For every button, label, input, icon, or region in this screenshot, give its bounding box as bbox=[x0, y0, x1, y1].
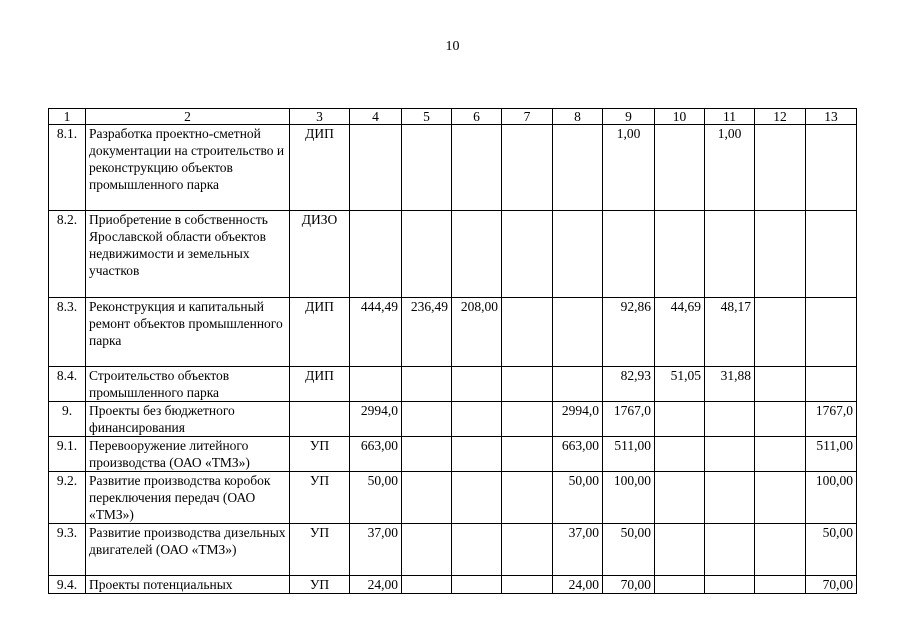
row-number: 9.4. bbox=[49, 576, 86, 594]
row-executor: УП bbox=[290, 576, 350, 594]
cell-col-10: 44,69 bbox=[655, 298, 705, 367]
cell-col-8: 37,00 bbox=[553, 524, 603, 576]
row-number: 8.1. bbox=[49, 125, 86, 211]
row-executor: ДИЗО bbox=[290, 211, 350, 298]
column-header: 10 bbox=[655, 109, 705, 125]
cell-col-11 bbox=[705, 524, 755, 576]
cell-col-6 bbox=[452, 437, 502, 472]
column-header: 12 bbox=[755, 109, 806, 125]
cell-col-7 bbox=[502, 524, 553, 576]
cell-col-8: 2994,0 bbox=[553, 402, 603, 437]
column-header: 5 bbox=[402, 109, 452, 125]
cell-col-4: 444,49 bbox=[350, 298, 402, 367]
column-header: 11 bbox=[705, 109, 755, 125]
cell-col-10 bbox=[655, 472, 705, 524]
column-header: 3 bbox=[290, 109, 350, 125]
cell-col-7 bbox=[502, 367, 553, 402]
column-header: 13 bbox=[806, 109, 857, 125]
column-header: 7 bbox=[502, 109, 553, 125]
cell-col-11: 31,88 bbox=[705, 367, 755, 402]
cell-col-11: 48,17 bbox=[705, 298, 755, 367]
cell-col-12 bbox=[755, 402, 806, 437]
cell-col-6 bbox=[452, 576, 502, 594]
cell-col-8 bbox=[553, 211, 603, 298]
row-executor bbox=[290, 402, 350, 437]
cell-col-4: 37,00 bbox=[350, 524, 402, 576]
cell-col-13 bbox=[806, 367, 857, 402]
cell-col-8 bbox=[553, 125, 603, 211]
cell-col-7 bbox=[502, 472, 553, 524]
cell-col-6 bbox=[452, 472, 502, 524]
cell-col-5 bbox=[402, 402, 452, 437]
column-header: 4 bbox=[350, 109, 402, 125]
cell-col-9: 1767,0 bbox=[603, 402, 655, 437]
cell-col-4 bbox=[350, 125, 402, 211]
cell-col-13: 50,00 bbox=[806, 524, 857, 576]
row-number: 8.2. bbox=[49, 211, 86, 298]
cell-col-4 bbox=[350, 211, 402, 298]
cell-col-9: 1,00 bbox=[603, 125, 655, 211]
cell-col-13 bbox=[806, 298, 857, 367]
table-row bbox=[49, 576, 857, 594]
cell-col-11: 1,00 bbox=[705, 125, 755, 211]
cell-col-10: 51,05 bbox=[655, 367, 705, 402]
cell-col-5 bbox=[402, 437, 452, 472]
row-description: Развитие производства коробок переключения передач (ОАО «ТМЗ») bbox=[86, 472, 290, 524]
cell-col-9: 70,00 bbox=[603, 576, 655, 594]
row-description: Приобретение в собственность Ярославской области объектов недвижимости и земельных участков bbox=[86, 211, 290, 298]
cell-col-9: 100,00 bbox=[603, 472, 655, 524]
row-number: 8.4. bbox=[49, 367, 86, 402]
row-number: 9.2. bbox=[49, 472, 86, 524]
table-row bbox=[49, 437, 857, 472]
cell-col-7 bbox=[502, 125, 553, 211]
cell-col-5 bbox=[402, 576, 452, 594]
cell-col-5 bbox=[402, 211, 452, 298]
cell-col-4: 50,00 bbox=[350, 472, 402, 524]
cell-col-13: 1767,0 bbox=[806, 402, 857, 437]
cell-col-10 bbox=[655, 211, 705, 298]
cell-col-10 bbox=[655, 524, 705, 576]
cell-col-8 bbox=[553, 367, 603, 402]
cell-col-5 bbox=[402, 472, 452, 524]
cell-col-8: 24,00 bbox=[553, 576, 603, 594]
cell-col-4: 24,00 bbox=[350, 576, 402, 594]
cell-col-5 bbox=[402, 524, 452, 576]
cell-col-13 bbox=[806, 211, 857, 298]
cell-col-10 bbox=[655, 402, 705, 437]
cell-col-12 bbox=[755, 125, 806, 211]
cell-col-11 bbox=[705, 576, 755, 594]
cell-col-5: 236,49 bbox=[402, 298, 452, 367]
cell-col-6 bbox=[452, 211, 502, 298]
table-row bbox=[49, 402, 857, 437]
cell-col-11 bbox=[705, 211, 755, 298]
row-executor: ДИП bbox=[290, 367, 350, 402]
row-description: Разработка проектно-сметной документации на строительство и реконструкцию объектов промышленного парка bbox=[86, 125, 290, 211]
row-number: 9.1. bbox=[49, 437, 86, 472]
cell-col-12 bbox=[755, 472, 806, 524]
column-header: 8 bbox=[553, 109, 603, 125]
cell-col-8: 663,00 bbox=[553, 437, 603, 472]
cell-col-11 bbox=[705, 472, 755, 524]
cell-col-13: 511,00 bbox=[806, 437, 857, 472]
row-executor: УП bbox=[290, 437, 350, 472]
cell-col-10 bbox=[655, 125, 705, 211]
cell-col-6 bbox=[452, 125, 502, 211]
cell-col-9: 50,00 bbox=[603, 524, 655, 576]
page-number: 10 bbox=[445, 39, 460, 54]
row-number: 8.3. bbox=[49, 298, 86, 367]
cell-col-13 bbox=[806, 125, 857, 211]
cell-col-6: 208,00 bbox=[452, 298, 502, 367]
cell-col-12 bbox=[755, 524, 806, 576]
cell-col-12 bbox=[755, 367, 806, 402]
cell-col-7 bbox=[502, 576, 553, 594]
cell-col-11 bbox=[705, 402, 755, 437]
cell-col-7 bbox=[502, 437, 553, 472]
cell-col-9: 82,93 bbox=[603, 367, 655, 402]
cell-col-9: 92,86 bbox=[603, 298, 655, 367]
cell-col-9 bbox=[603, 211, 655, 298]
row-number: 9. bbox=[49, 402, 86, 437]
cell-col-7 bbox=[502, 298, 553, 367]
cell-col-12 bbox=[755, 576, 806, 594]
cell-col-6 bbox=[452, 367, 502, 402]
cell-col-4 bbox=[350, 367, 402, 402]
cell-col-7 bbox=[502, 402, 553, 437]
table-row bbox=[49, 298, 857, 367]
row-description: Реконструкция и капитальный ремонт объектов промышленного парка bbox=[86, 298, 290, 367]
column-header: 2 bbox=[86, 109, 290, 125]
cell-col-6 bbox=[452, 524, 502, 576]
header-row bbox=[49, 109, 857, 125]
cell-col-5 bbox=[402, 367, 452, 402]
cell-col-8: 50,00 bbox=[553, 472, 603, 524]
cell-col-4: 663,00 bbox=[350, 437, 402, 472]
row-executor: ДИП bbox=[290, 298, 350, 367]
table-row bbox=[49, 125, 857, 211]
row-description: Проекты потенциальных bbox=[86, 576, 290, 594]
row-number: 9.3. bbox=[49, 524, 86, 576]
row-description: Строительство объектов промышленного парка bbox=[86, 367, 290, 402]
table-row bbox=[49, 367, 857, 402]
table-row bbox=[49, 472, 857, 524]
row-description: Развитие производства дизельных двигателей (ОАО «ТМЗ») bbox=[86, 524, 290, 576]
row-executor: ДИП bbox=[290, 125, 350, 211]
table-row bbox=[49, 211, 857, 298]
cell-col-13: 100,00 bbox=[806, 472, 857, 524]
cell-col-5 bbox=[402, 125, 452, 211]
cell-col-6 bbox=[452, 402, 502, 437]
cell-col-12 bbox=[755, 298, 806, 367]
column-header: 1 bbox=[49, 109, 86, 125]
column-header: 6 bbox=[452, 109, 502, 125]
cell-col-13: 70,00 bbox=[806, 576, 857, 594]
cell-col-7 bbox=[502, 211, 553, 298]
cell-col-12 bbox=[755, 211, 806, 298]
cell-col-9: 511,00 bbox=[603, 437, 655, 472]
cell-col-10 bbox=[655, 576, 705, 594]
cell-col-10 bbox=[655, 437, 705, 472]
data-table bbox=[48, 108, 857, 594]
cell-col-12 bbox=[755, 437, 806, 472]
row-executor: УП bbox=[290, 472, 350, 524]
cell-col-4: 2994,0 bbox=[350, 402, 402, 437]
table-row bbox=[49, 524, 857, 576]
column-header: 9 bbox=[603, 109, 655, 125]
row-description: Проекты без бюджетного финансирования bbox=[86, 402, 290, 437]
cell-col-8 bbox=[553, 298, 603, 367]
cell-col-11 bbox=[705, 437, 755, 472]
row-executor: УП bbox=[290, 524, 350, 576]
row-description: Перевооружение литейного производства (ОАО «ТМЗ») bbox=[86, 437, 290, 472]
